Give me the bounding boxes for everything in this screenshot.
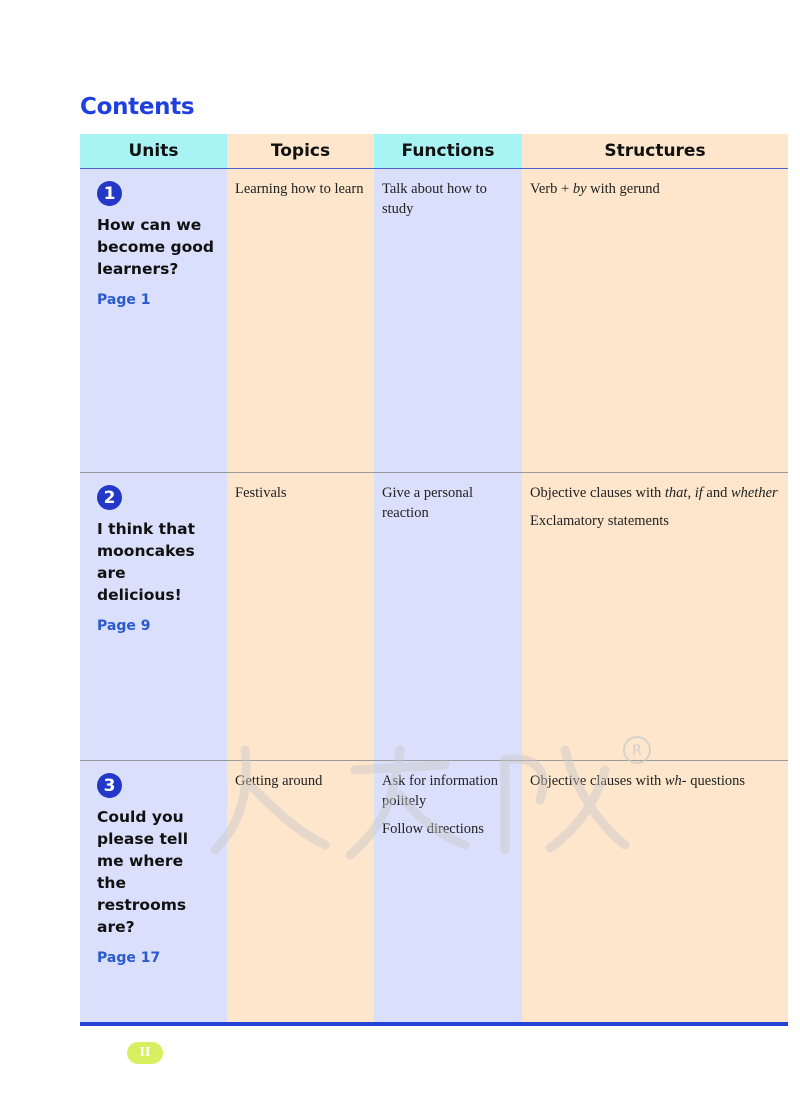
unit-title-line: How can we [97,216,202,234]
function-text: Ask for information politely [382,773,498,809]
structures-cell [522,473,788,760]
structures-cell [522,169,788,472]
topics-cell [227,169,374,472]
svg-text:R: R [632,743,642,759]
structure-segment: and [702,485,731,501]
structure-segment: questions [686,773,746,789]
structures-cell [522,761,788,1024]
unit-number-badge: 3 [97,773,122,798]
unit-title-line: please tell [97,830,189,848]
structure-segment: Objective clauses with [530,485,665,501]
unit-page-link[interactable]: Page 1 [97,292,151,308]
functions-cell [374,169,522,472]
table-body [80,169,788,1024]
bottom-rule [80,1022,788,1026]
unit-number-badge: 1 [97,181,122,206]
structure-segment: Objective clauses with [530,773,665,789]
table-row [80,169,788,473]
structure-segment: Verb + [530,181,573,197]
unit-cell [80,473,227,760]
page-title: Contents [80,94,195,120]
unit-title-line: become good [97,238,214,256]
table-header [80,134,788,169]
topic-text: Festivals [235,485,287,501]
functions-cell [374,473,522,760]
structure-segment: whether [730,485,778,501]
structure-segment: with gerund [586,181,660,197]
unit-title-line: mooncakes are [97,542,195,582]
table-row [80,473,788,761]
unit-cell [80,761,227,1024]
unit-page-link[interactable]: Page 17 [97,950,161,966]
function-text: Follow directions [382,821,484,837]
header-topics: Topics [227,134,374,168]
structure-text [530,179,780,199]
structure-segment: by [572,181,587,197]
unit-title [97,518,215,606]
table-row [80,761,788,1024]
structure-segment: if [694,485,703,501]
structure-segment: , [687,485,695,501]
unit-title-line: me where the [97,852,184,892]
unit-title-line: restrooms are? [97,896,187,936]
unit-number-badge: 2 [97,485,122,510]
unit-cell [80,169,227,472]
structure-segment: wh- [664,773,687,789]
topics-cell [227,761,374,1024]
topics-cell [227,473,374,760]
structure-text [530,483,780,503]
structure-text [530,771,780,791]
unit-title [97,214,215,280]
page-number-badge: II [127,1042,163,1064]
unit-title-line: I think that [97,520,195,538]
function-text: Talk about how to study [382,181,487,217]
unit-title [97,806,215,938]
header-functions: Functions [374,134,522,168]
unit-page-link[interactable]: Page 9 [97,618,151,634]
topic-text: Learning how to learn [235,181,364,197]
unit-title-line: delicious! [97,586,182,604]
topic-text: Getting around [235,773,323,789]
function-text: Give a personal reaction [382,485,473,521]
structure-segment: that [664,485,688,501]
unit-title-line: Could you [97,808,184,826]
header-units: Units [80,134,227,168]
contents-table [80,134,788,1024]
functions-cell [374,761,522,1024]
structure-text [530,511,780,531]
header-structures: Structures [522,134,788,168]
unit-title-line: learners? [97,260,179,278]
structure-segment: Exclamatory statements [530,513,669,529]
